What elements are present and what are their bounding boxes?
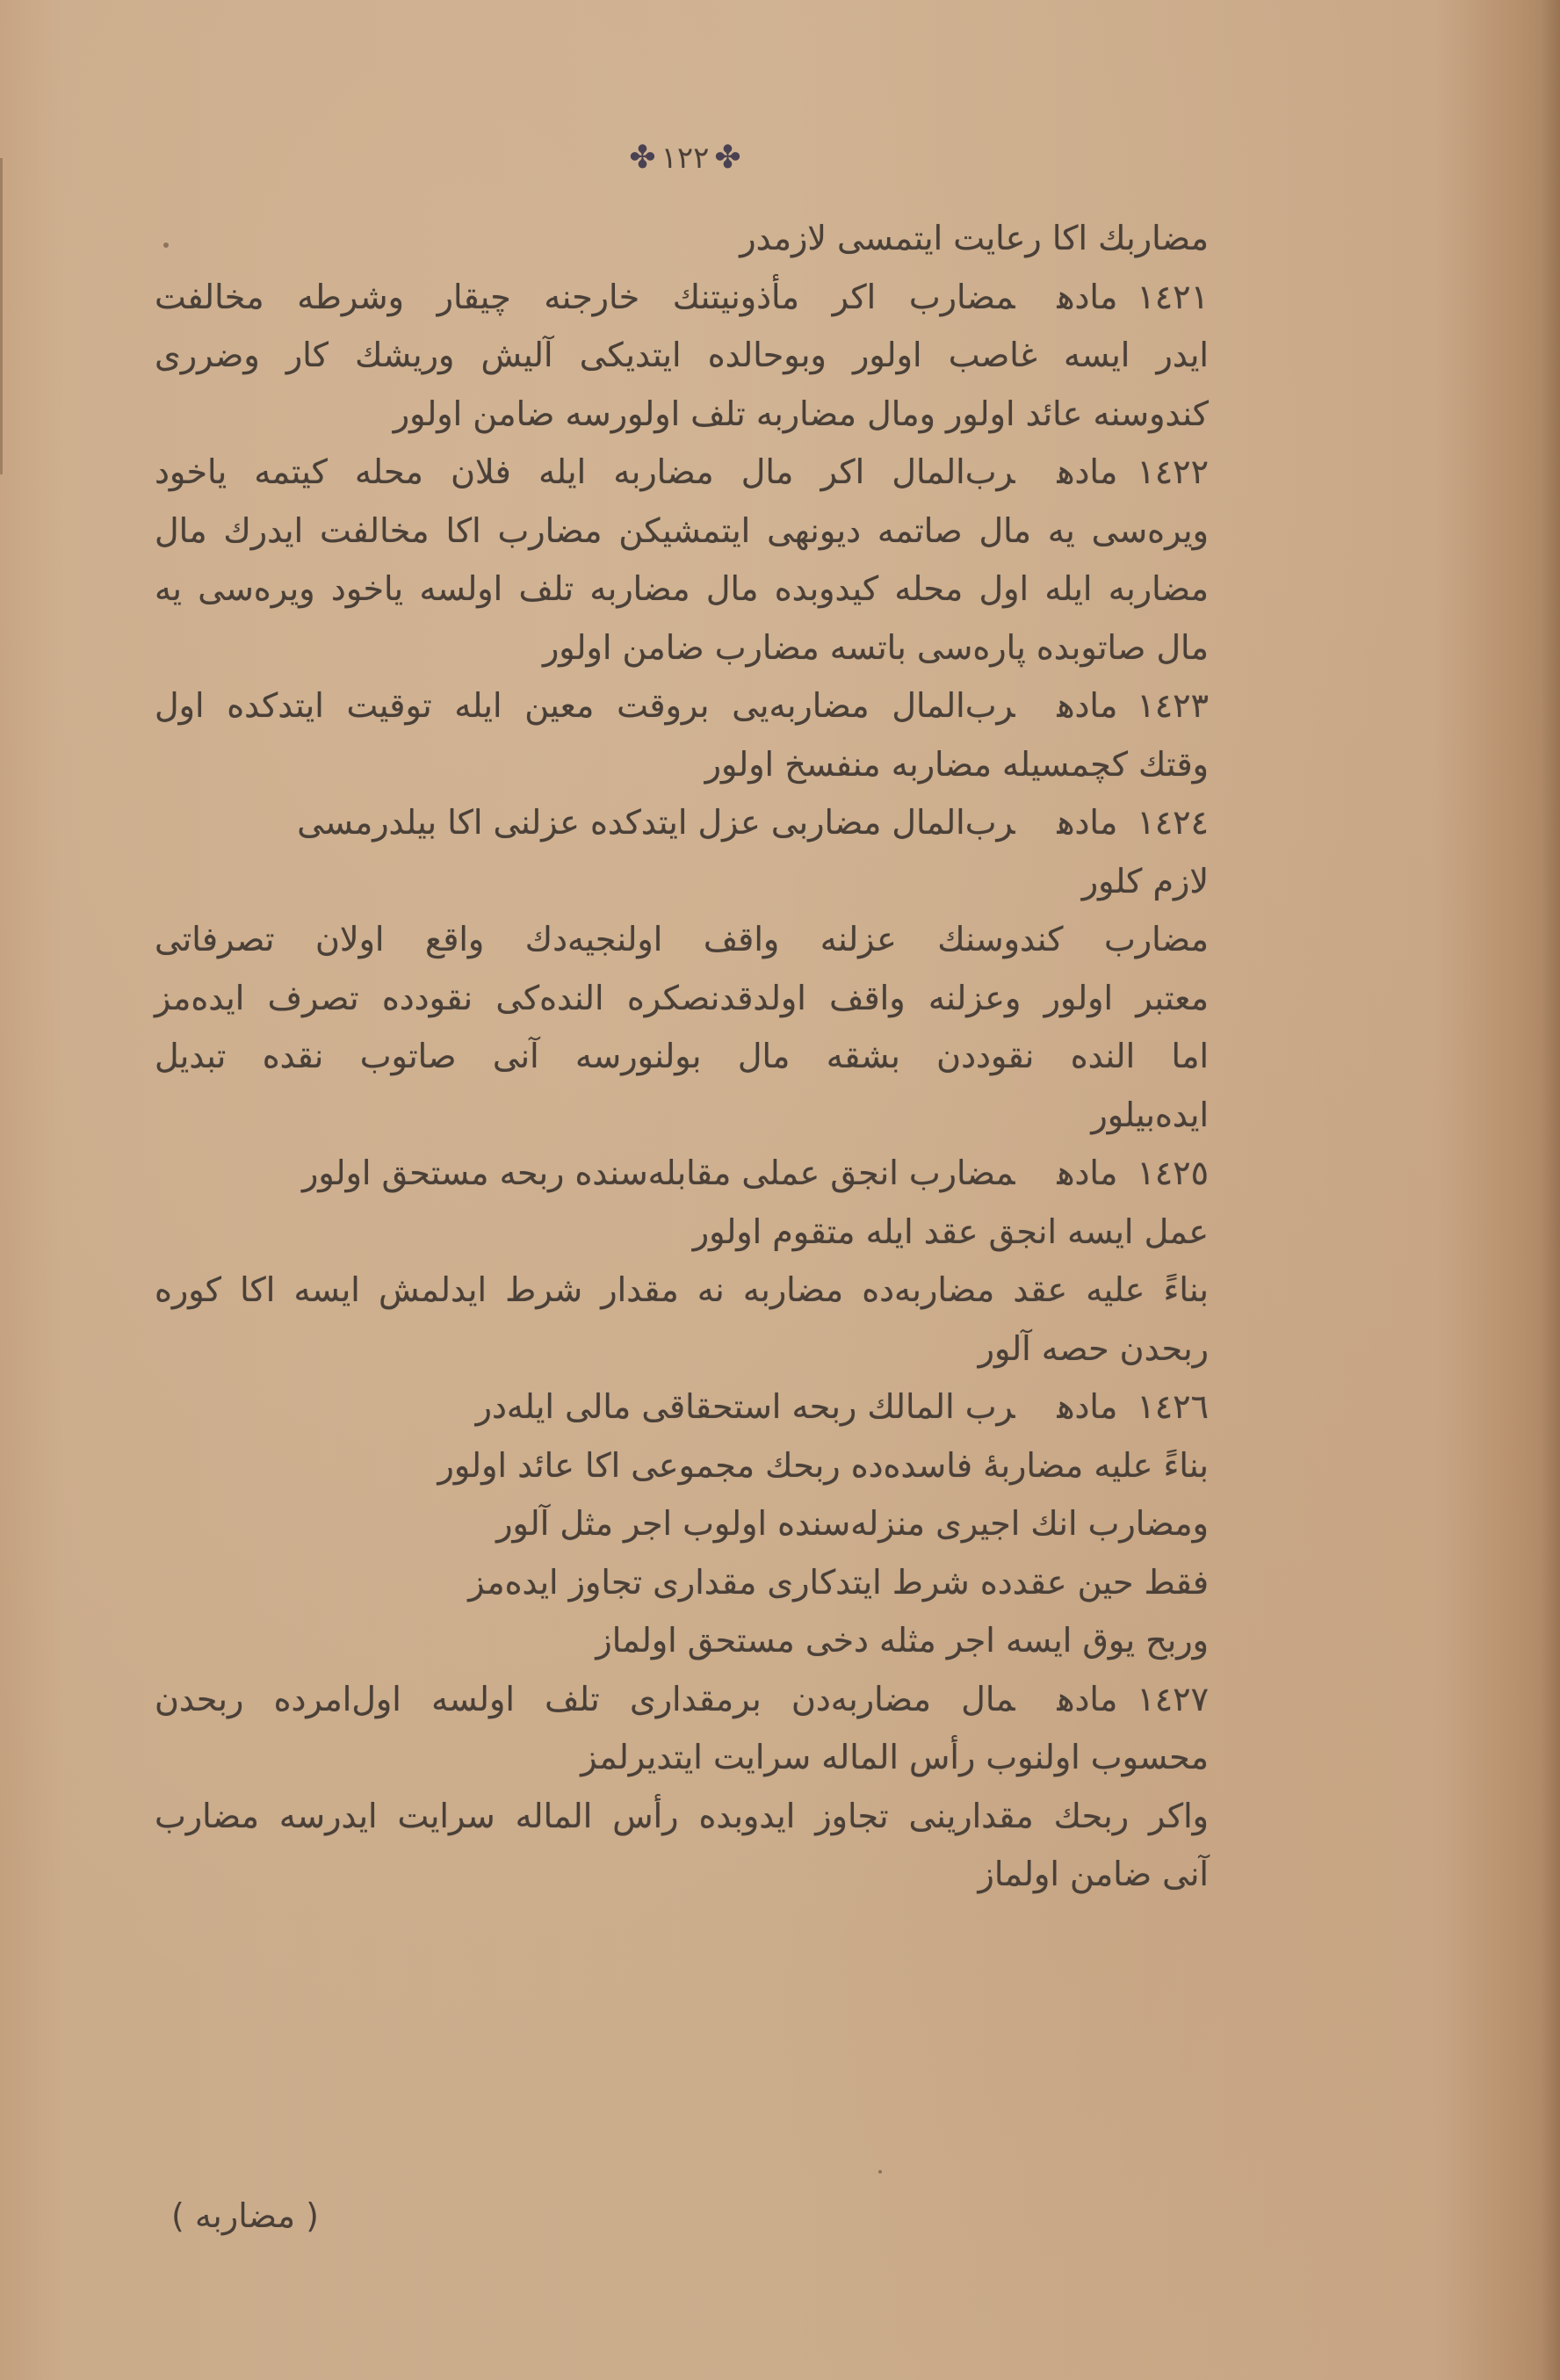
article-1423-heading: ١٤٢٣مادهرب‌المال مضاربه‌يى بروقت معين ايله توقيت ايتدكده اول bbox=[155, 686, 1209, 725]
article-1425-heading: ١٤٢٥مادهمضارب انجق عملى مقابله‌سنده ربحه مستحق اولور bbox=[302, 1154, 1209, 1192]
text-line: مال صاتوبده پاره‌سى باتسه مضارب ضامن اولور bbox=[542, 627, 1209, 667]
article-number: ١٤٢٦ bbox=[1137, 1387, 1209, 1426]
article-number: ١٤٢٢ bbox=[1137, 452, 1209, 491]
text-line: ربحدن حصه آلور bbox=[978, 1328, 1209, 1368]
article-label: ماده bbox=[1057, 277, 1118, 316]
text-line: ايده‌بيلور bbox=[1091, 1095, 1209, 1134]
article-number: ١٤٢٤ bbox=[1137, 803, 1209, 842]
article-1426-heading: ١٤٢٦مادهرب المالك ربحه استحقاقى مالى ايله‌در bbox=[475, 1387, 1209, 1426]
page-edge-shadow bbox=[1541, 0, 1560, 2380]
text-line: ومضارب انك اجيرى منزله‌سنده اولوب اجر مثل آلور bbox=[496, 1504, 1209, 1543]
text-line: وقتك كچمسيله مضاربه منفسخ اولور bbox=[704, 744, 1209, 784]
article-label: ماده bbox=[1057, 452, 1118, 491]
ink-spot bbox=[878, 2170, 882, 2174]
article-number: ١٤٢١ bbox=[1137, 277, 1209, 316]
text-line: وربح يوق ايسه اجر مثله دخى مستحق اولماز bbox=[596, 1621, 1209, 1660]
article-label: ماده bbox=[1057, 803, 1118, 842]
flower-ornament-icon: ✤ bbox=[629, 140, 656, 176]
body-text bbox=[155, 209, 1209, 1904]
article-1421-heading: ١٤٢١مادهمضارب اكر مأذونيتنك خارجنه چيقار وشرطه مخالفت bbox=[155, 277, 1209, 316]
text-line: مضاربك اكا رعايت ايتمسى لازمدر bbox=[740, 219, 1209, 257]
text-line: مضارب كندوسنك عزلنه واقف اولنجيه‌دك واقع اولان تصرفاتى bbox=[155, 920, 1209, 959]
article-number: ١٤٢٧ bbox=[1137, 1679, 1209, 1718]
text-line: فقط حين عقدده شرط ايتدكارى مقدارى تجاوز ايده‌مز bbox=[468, 1562, 1209, 1602]
page-number: ١٢٢ bbox=[661, 141, 710, 176]
catchword: ( مضاربه ) bbox=[171, 2196, 319, 2235]
article-1427-heading: ١٤٢٧مادهمال مضاربه‌دن برمقدارى تلف اولسه اول‌امرده ربحدن bbox=[155, 1679, 1209, 1718]
article-number: ١٤٢٥ bbox=[1137, 1154, 1209, 1192]
text-line: مضاربه ايله اول محله كيدوبده مال مضاربه تلف اولسه ياخود ويره‌سى يه bbox=[155, 569, 1209, 608]
text-line: لازم كلور bbox=[1081, 861, 1209, 901]
article-1424-heading: ١٤٢٤مادهرب‌المال مضاربى عزل ايتدكده عزلنى اكا بيلدرمسى bbox=[297, 803, 1209, 842]
text-line: كندوسنه عائد اولور ومال مضاربه تلف اولورسه ضامن اولور bbox=[393, 394, 1209, 433]
text-line: واكر ربحك مقدارينى تجاوز ايدوبده رأس الماله سرايت ايدرسه مضارب bbox=[155, 1796, 1209, 1835]
text-line: بناءً عليه مضاربهٔ فاسده‌ده ربحك مجموعى اكا عائد اولور bbox=[437, 1445, 1209, 1485]
text-line: عمل ايسه انجق عقد ايله متقوم اولور bbox=[692, 1212, 1209, 1251]
article-label: ماده bbox=[1057, 1154, 1118, 1192]
page-header bbox=[597, 132, 773, 184]
text-line: ايدر ايسه غاصب اولور وبوحالده ايتديكى آليش وريشك كار وضررى bbox=[155, 336, 1209, 374]
text-line: معتبر اولور وعزلنه واقف اولدقدنصكره النده‌كى نقودده تصرف ايده‌مز bbox=[155, 978, 1209, 1017]
text-line: محسوب اولنوب رأس الماله سرايت ايتديرلمز bbox=[581, 1738, 1209, 1776]
text-line: آنى ضامن اولماز bbox=[978, 1855, 1209, 1893]
article-label: ماده bbox=[1057, 1679, 1118, 1718]
article-number: ١٤٢٣ bbox=[1137, 686, 1209, 725]
article-label: ماده bbox=[1057, 686, 1118, 725]
flower-ornament-icon: ✤ bbox=[714, 140, 741, 176]
text-line: بناءً عليه عقد مضاربه‌ده مضاربه نه مقدار شرط ايدلمش ايسه اكا كوره bbox=[155, 1270, 1209, 1309]
text-line: اما النده نقوددن بشقه مال بولنورسه آنى صاتوب نقده تبديل bbox=[155, 1037, 1209, 1075]
page-edge-mark bbox=[0, 158, 3, 474]
text-line: ويره‌سى يه مال صاتمه ديونهى ايتمشيكن مضارب اكا مخالفت ايدرك مال bbox=[155, 510, 1209, 550]
article-label: ماده bbox=[1057, 1387, 1118, 1426]
article-1422-heading: ١٤٢٢مادهرب‌المال اكر مال مضاربه ايله فلان محله كيتمه ياخود bbox=[155, 452, 1209, 491]
